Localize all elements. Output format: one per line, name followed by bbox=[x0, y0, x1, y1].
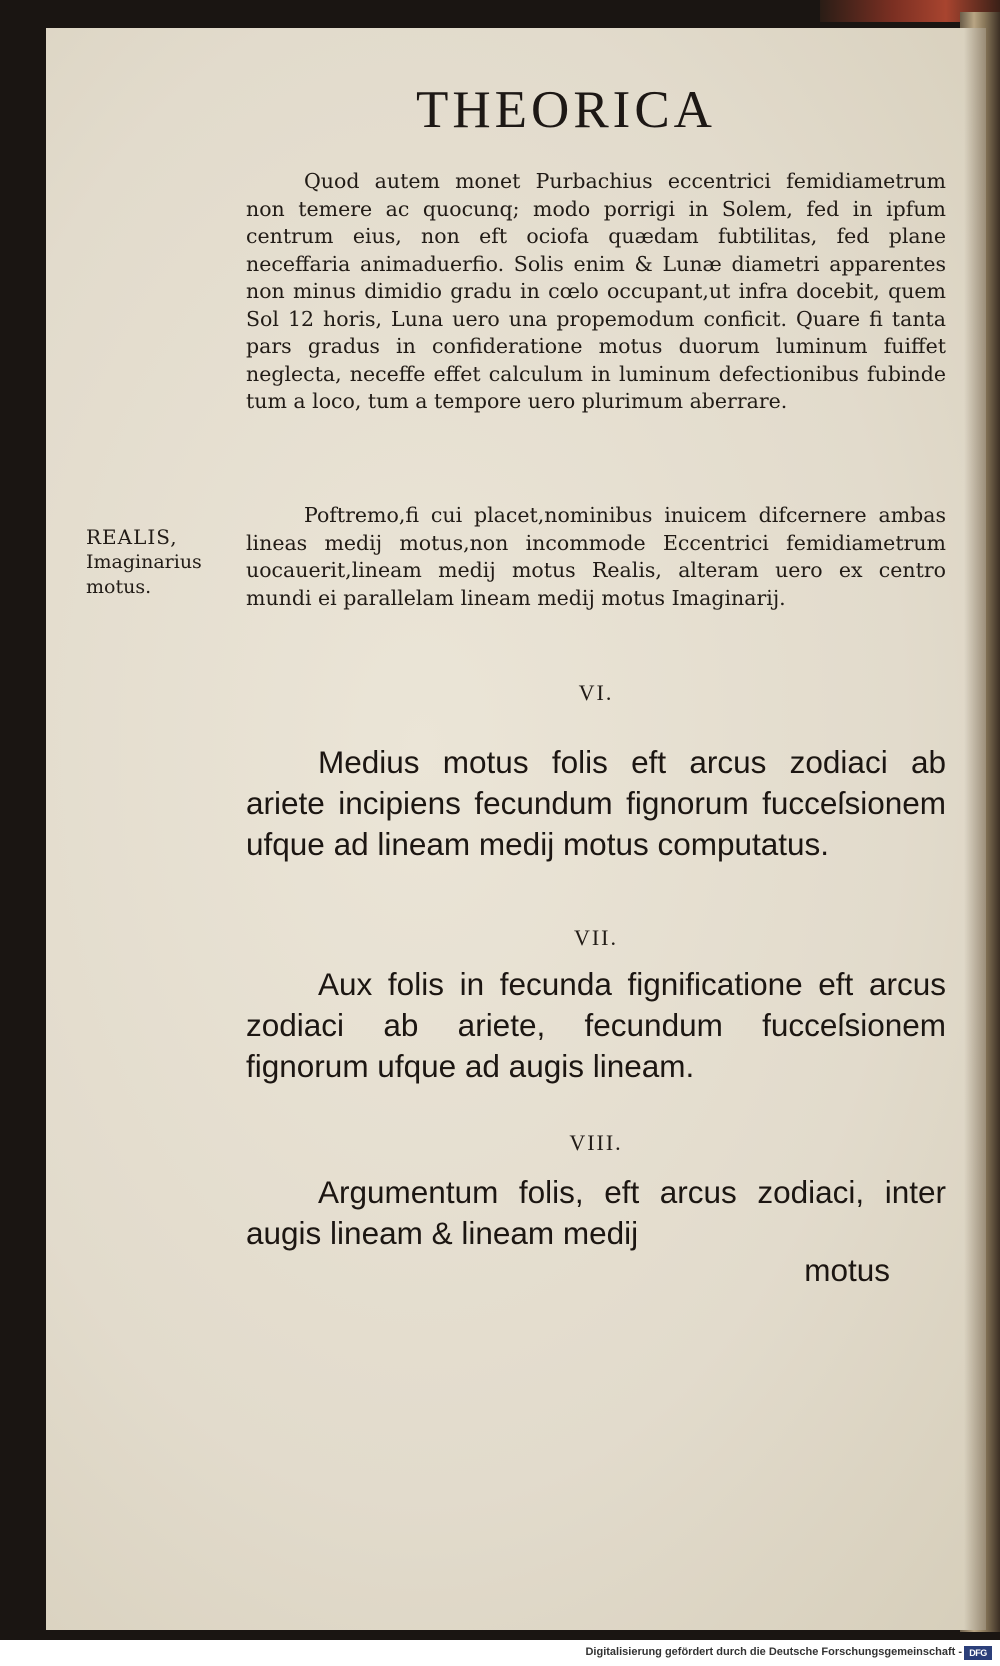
footer-bar bbox=[0, 1642, 1000, 1666]
definition-vii: Aux folis in fecunda fignificatione eft arcus zodiaci ab ariete, fecundum fucceſsionem fignorum ufque ad augis lineam. bbox=[246, 966, 946, 1084]
section-number-vi: VI. bbox=[578, 680, 614, 705]
section-number-viii: VIII. bbox=[569, 1130, 623, 1155]
paragraph-2: Poftremo,fi cui placet,nominibus inuicem difcernere ambas lineas medij motus,non incommode Eccentrici femidiametrum uocauerit,lineam medij motus Realis, alteram uero ex centro mundi ei parallelam lineam medij motus Imaginarij. bbox=[246, 503, 946, 610]
margin-note-line-1: REALIS, bbox=[86, 525, 178, 549]
margin-note bbox=[86, 525, 266, 600]
dfg-logo: DFG bbox=[964, 1646, 992, 1660]
catchword: motus bbox=[804, 1252, 890, 1288]
page-gutter-shadow bbox=[964, 28, 986, 1630]
margin-note-line-2: Imaginarius bbox=[86, 551, 202, 573]
book-page bbox=[46, 28, 986, 1630]
paragraph-1: Quod autem monet Purbachius eccentrici femidiametrum non temere ac quocunq; modo porrigi in Solem, fed in ipfum centrum eius, non eft ociofa quædam fubtilitas, fed plane neceffaria animaduerfio. Solis enim & Lunæ diametri apparentes non minus dimidio gradu in cœlo occupant,ut infra docebit, quem Sol 12 horis, Luna uero una propemodum conficit. Quare fi tanta pars gradus in confideratione motus duorum luminum fuiffet neglecta, neceffe effet calculum in luminum defectionibus fubinde tum a loco, tum a tempore uero plurimum aberrare. bbox=[246, 169, 946, 413]
running-head: THEORICA bbox=[416, 81, 716, 139]
section-number-vii: VII. bbox=[573, 925, 619, 950]
footer-credit: Digitalisierung gefördert durch die Deutsche Forschungsgemeinschaft - bbox=[585, 1646, 962, 1658]
definition-vi: Medius motus folis eft arcus zodiaci ab ariete incipiens fecundum fignorum fucceſsionem ufque ad lineam medij motus computatus. bbox=[246, 744, 946, 862]
margin-note-line-3: motus. bbox=[86, 576, 152, 598]
definition-viii: Argumentum folis, eft arcus zodiaci, inter augis lineam & lineam medij bbox=[246, 1174, 946, 1251]
